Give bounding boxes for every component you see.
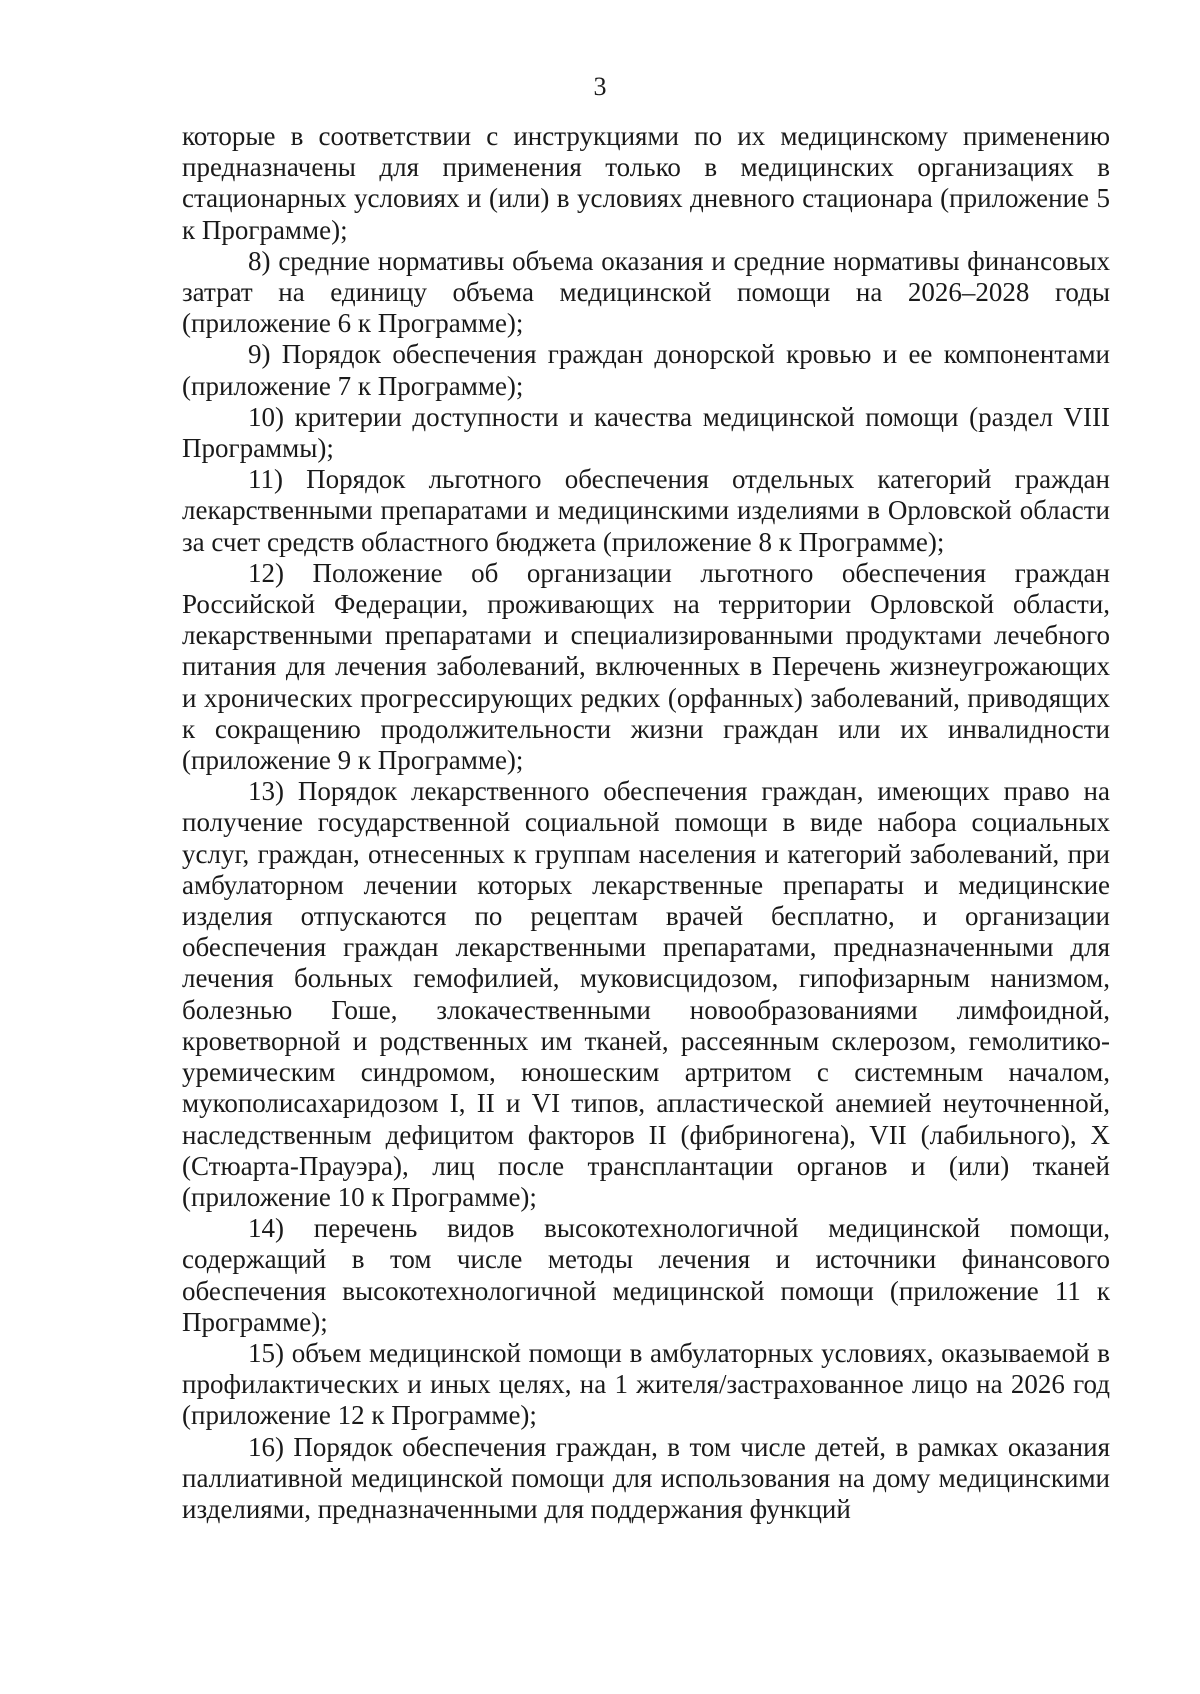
document-body <box>182 121 1110 1525</box>
list-item-10: 10) критерии доступности и качества медицинской помощи (раздел VIII Программы); <box>182 401 1110 464</box>
list-item-9: 9) Порядок обеспечения граждан донорской кровью и ее компонентами (приложение 7 к Программе); <box>182 339 1110 401</box>
list-item-13: 13) Порядок лекарственного обеспечения граждан, имеющих право на получение государственной социальной помощи в виде набора социальных услуг, граждан, отнесенных к группам населения и категорий заболеваний, при амбулаторном лечении которых лекарственные препараты и медицинские изделия отпускаются по рецептам врачей бесплатно, и организации обеспечения граждан лекарственными препаратами, предназначенными для лечения больных гемофилией, муковисцидозом, гипофизарным нанизмом, болезнью Гоше, злокачественными новообразованиями лимфоидной, кроветворной и родственных им тканей, рассеянным склерозом, гемолитико-уремическим синдромом, юношеским артритом с системным началом, мукополисахаридозом I, II и VI типов, апластической анемией неуточненной, наследственным дефицитом факторов II (фибриногена), VII (лабильного), X (Стюарта-Прауэра), лиц после трансплантации органов и (или) тканей (приложение 10 к Программе); <box>182 776 1110 1212</box>
list-item-8: 8) средние нормативы объема оказания и средние нормативы финансовых затрат на единицу объема медицинской помощи на 2026–2028 годы (приложение 6 к Программе); <box>182 245 1110 339</box>
list-item-15: 15) объем медицинской помощи в амбулаторных условиях, оказываемой в профилактических и иных целях, на 1 жителя/застрахованное лицо на 2026 год (приложение 12 к Программе); <box>182 1337 1110 1431</box>
list-item-12: 12) Положение об организации льготного обеспечения граждан Российской Федерации, проживающих на территории Орловской области, лекарственными препаратами и специализированными продуктами лечебного питания для лечения заболеваний, включенных в Перечень жизнеугрожающих и хронических прогрессирующих редких (орфанных) заболеваний, приводящих к сокращению продолжительности жизни граждан или их инвалидности (приложение 9 к Программе); <box>182 557 1110 776</box>
page-number: 3 <box>593 72 607 101</box>
list-item-14: 14) перечень видов высокотехнологичной медицинской помощи, содержащий в том числе методы лечения и источники финансового обеспечения высокотехнологичной медицинской помощи (приложение 11 к Программе); <box>182 1213 1110 1337</box>
list-item-16: 16) Порядок обеспечения граждан, в том числе детей, в рамках оказания паллиативной медицинской помощи для использования на дому медицинскими изделиями, предназначенными для поддержания функций <box>182 1431 1110 1524</box>
list-item-11: 11) Порядок льготного обеспечения отдельных категорий граждан лекарственными препаратами и медицинскими изделиями в Орловской области за счет средств областного бюджета (приложение 8 к Программе); <box>182 464 1110 557</box>
paragraph-continuation: которые в соответствии с инструкциями по их медицинскому применению предназначены для применения только в медицинских организациях в стационарных условиях и (или) в условиях дневного стационара (приложение 5 к Программе); <box>182 121 1110 245</box>
